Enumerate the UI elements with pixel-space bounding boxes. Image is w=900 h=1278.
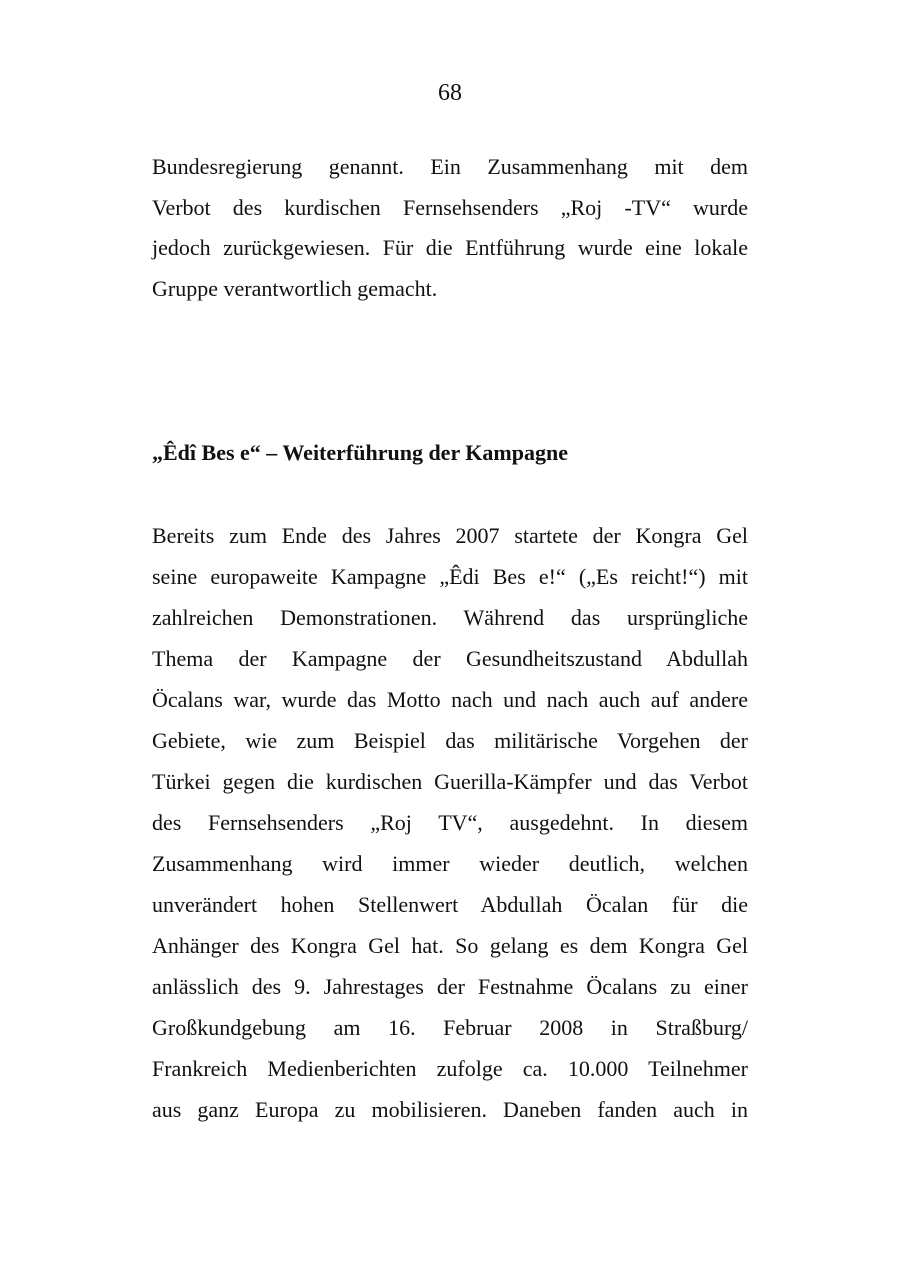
text-line: anlässlich des 9. Jahrestages der Festnahme Öcalans zu einer (152, 974, 748, 999)
page-number: 68 (438, 80, 462, 106)
text-line: jedoch zurückgewiesen. Für die Entführung wurde eine lokale (152, 235, 748, 260)
text-line: aus ganz Europa zu mobilisieren. Daneben fanden auch in (152, 1097, 748, 1122)
section-heading: „Êdî Bes e“ – Weiterführung der Kampagne (152, 440, 568, 465)
text-line: Thema der Kampagne der Gesundheitszustand Abdullah (152, 646, 748, 671)
text-line: Türkei gegen die kurdischen Guerilla-Kämpfer und das Verbot (152, 769, 748, 794)
text-line: Öcalans war, wurde das Motto nach und nach auch auf andere (152, 687, 748, 712)
text-line: Anhänger des Kongra Gel hat. So gelang es dem Kongra Gel (152, 933, 748, 958)
text-line: des Fernsehsenders „Roj TV“, ausgedehnt. In diesem (152, 810, 748, 835)
text-line: unverändert hohen Stellenwert Abdullah Öcalan für die (152, 892, 748, 917)
text-line: zahlreichen Demonstrationen. Während das ursprüngliche (152, 605, 748, 630)
text-line: seine europaweite Kampagne „Êdi Bes e!“ („Es reicht!“) mit (152, 564, 748, 589)
text-line: Bundesregierung genannt. Ein Zusammenhang mit dem (152, 154, 748, 179)
text-line: Zusammenhang wird immer wieder deutlich, welchen (152, 851, 748, 876)
text-line: Großkundgebung am 16. Februar 2008 in Straßburg/ (152, 1015, 748, 1040)
text-line: Bereits zum Ende des Jahres 2007 startete der Kongra Gel (152, 523, 748, 548)
text-line: Gruppe verantwortlich gemacht. (152, 276, 438, 301)
text-line: Frankreich Medienberichten zufolge ca. 10.000 Teilnehmer (152, 1056, 748, 1081)
text-line: Verbot des kurdischen Fernsehsenders „Roj -TV“ wurde (152, 195, 748, 220)
text-line: Gebiete, wie zum Beispiel das militärische Vorgehen der (152, 728, 748, 753)
